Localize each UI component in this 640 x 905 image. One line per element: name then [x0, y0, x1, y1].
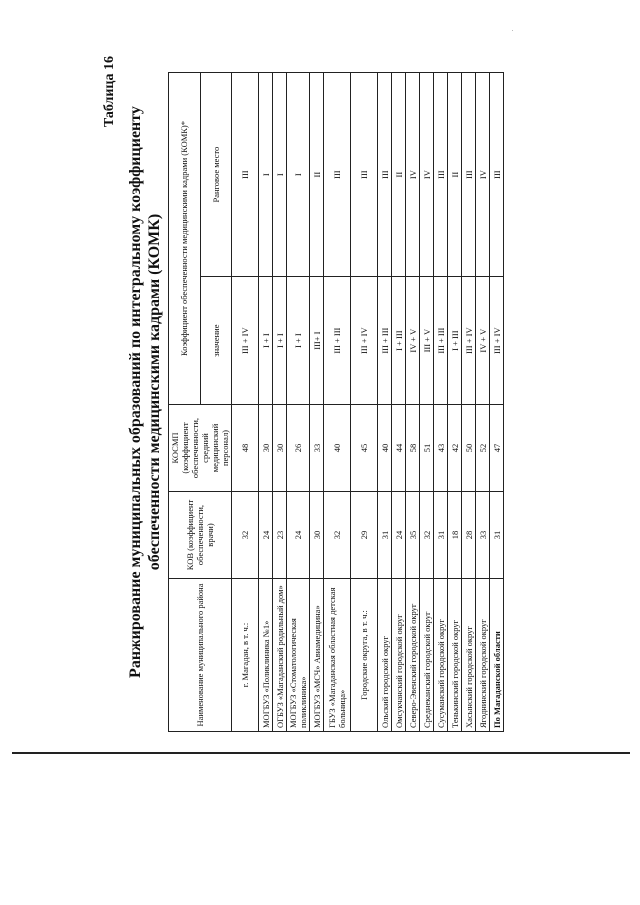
row-rank-cell: III [378, 73, 392, 277]
row-komk-value-cell: I + I [287, 277, 310, 405]
row-rank-cell: I [273, 73, 287, 277]
row-name-cell: Городские округа, в т. ч.: [351, 579, 378, 732]
row-kosmp-cell: 30 [273, 405, 287, 492]
row-kov-cell: 33 [476, 492, 490, 579]
row-kosmp-cell: 30 [259, 405, 273, 492]
row-name-cell: По Магаданской области [490, 579, 504, 732]
row-kosmp-cell: 44 [392, 405, 406, 492]
page-divider [12, 752, 630, 754]
row-rank-cell: III [462, 73, 476, 277]
row-rank-cell: II [448, 73, 462, 277]
table-row [420, 73, 434, 732]
row-kov-cell: 18 [448, 492, 462, 579]
row-kosmp-cell: 26 [287, 405, 310, 492]
row-kov-cell: 30 [310, 492, 324, 579]
row-komk-value-cell: IV + V [406, 277, 420, 405]
row-kov-cell: 31 [490, 492, 504, 579]
row-komk-value-cell: III + III [378, 277, 392, 405]
table-row [462, 73, 476, 732]
row-komk-value-cell: I + III [392, 277, 406, 405]
row-rank-cell: IV [420, 73, 434, 277]
header-kosmp: КОСМП (коэффициент обеспеченности, средний медицинский персонал) [169, 405, 232, 492]
row-komk-value-cell: I + I [259, 277, 273, 405]
row-name-cell: МОГБУЗ «Поликлиника №1» [259, 579, 273, 732]
table-row [490, 73, 504, 732]
table-row [259, 73, 273, 732]
row-rank-cell: IV [476, 73, 490, 277]
row-kov-cell: 24 [287, 492, 310, 579]
row-komk-value-cell: III+ I [310, 277, 324, 405]
table-row [232, 73, 259, 732]
row-komk-value-cell: III + IV [351, 277, 378, 405]
row-name-cell: Омсукчанский городской округ [392, 579, 406, 732]
row-name-cell: Ягоднинский городской округ [476, 579, 490, 732]
row-kov-cell: 32 [324, 492, 351, 579]
ranking-table [168, 72, 504, 732]
table-row [378, 73, 392, 732]
row-name-cell: МОГБУЗ «МСЧ» Авиамедицина» [310, 579, 324, 732]
row-kov-cell: 28 [462, 492, 476, 579]
row-name-cell: Тенькинский городской округ [448, 579, 462, 732]
table-row [406, 73, 420, 732]
row-name-cell: Сусуманский городской округ [434, 579, 448, 732]
row-kov-cell: 35 [406, 492, 420, 579]
row-rank-cell: III [434, 73, 448, 277]
row-komk-value-cell: III + IV [490, 277, 504, 405]
row-name-cell: МОГБУЗ «Стоматологическая поликлиника» [287, 579, 310, 732]
header-kov: КОВ (коэффициент обеспеченности, врачи) [169, 492, 232, 579]
header-komk-value: значение [200, 277, 232, 405]
row-kosmp-cell: 48 [232, 405, 259, 492]
row-rank-cell: III [232, 73, 259, 277]
row-komk-value-cell: III + IV [462, 277, 476, 405]
row-rank-cell: IV [406, 73, 420, 277]
header-komk-group: Коэффициент обеспеченности медицинскими кадрами (КОМК)* [169, 73, 201, 405]
table-body [232, 73, 504, 732]
table-row [476, 73, 490, 732]
row-rank-cell: I [287, 73, 310, 277]
row-komk-value-cell: IV + V [476, 277, 490, 405]
row-rank-cell: III [490, 73, 504, 277]
table-row [351, 73, 378, 732]
row-rank-cell: II [392, 73, 406, 277]
row-komk-value-cell: I + I [273, 277, 287, 405]
row-kosmp-cell: 40 [324, 405, 351, 492]
row-kosmp-cell: 50 [462, 405, 476, 492]
row-komk-value-cell: III + V [420, 277, 434, 405]
row-komk-value-cell: III + IV [232, 277, 259, 405]
row-kov-cell: 31 [434, 492, 448, 579]
header-row-1 [169, 73, 201, 732]
row-name-cell: Северо-Эвенский городской округ [406, 579, 420, 732]
table-row [310, 73, 324, 732]
row-kosmp-cell: 58 [406, 405, 420, 492]
table-row [273, 73, 287, 732]
row-name-cell: Ольский городской округ [378, 579, 392, 732]
row-name-cell: Хасынский городской округ [462, 579, 476, 732]
table-number: Таблица 16 [102, 56, 117, 128]
header-komk-rank: Ранговое место [200, 73, 232, 277]
row-komk-value-cell: III + III [324, 277, 351, 405]
table-row [434, 73, 448, 732]
header-name: Наименование муниципального района [169, 579, 232, 732]
row-name-cell: ОГБУЗ «Магаданский родильный дом» [273, 579, 287, 732]
row-kov-cell: 29 [351, 492, 378, 579]
row-name-cell: г. Магадан, в т. ч.: [232, 579, 259, 732]
row-kosmp-cell: 51 [420, 405, 434, 492]
table-row [324, 73, 351, 732]
row-rank-cell: III [351, 73, 378, 277]
scan-artifact [512, 30, 513, 31]
row-kov-cell: 31 [378, 492, 392, 579]
row-kosmp-cell: 45 [351, 405, 378, 492]
row-kov-cell: 24 [259, 492, 273, 579]
rotated-page-content [100, 42, 502, 742]
row-kosmp-cell: 43 [434, 405, 448, 492]
table-row [448, 73, 462, 732]
table-row [392, 73, 406, 732]
row-kov-cell: 23 [273, 492, 287, 579]
row-rank-cell: II [310, 73, 324, 277]
row-kov-cell: 32 [420, 492, 434, 579]
row-kov-cell: 24 [392, 492, 406, 579]
row-rank-cell: III [324, 73, 351, 277]
row-komk-value-cell: III + III [434, 277, 448, 405]
table-row [287, 73, 310, 732]
row-kosmp-cell: 40 [378, 405, 392, 492]
row-kosmp-cell: 33 [310, 405, 324, 492]
row-komk-value-cell: I + III [448, 277, 462, 405]
row-kosmp-cell: 42 [448, 405, 462, 492]
row-name-cell: ГБУЗ «Магаданская областная детская больница» [324, 579, 351, 732]
row-kosmp-cell: 47 [490, 405, 504, 492]
row-kosmp-cell: 52 [476, 405, 490, 492]
row-name-cell: Среднеканский городской округ [420, 579, 434, 732]
table-title: Ранжирование муниципальных образований по интегральному коэффициенту обеспеченности медицинскими кадрами (КОМК) [127, 106, 163, 678]
row-rank-cell: I [259, 73, 273, 277]
row-kov-cell: 32 [232, 492, 259, 579]
